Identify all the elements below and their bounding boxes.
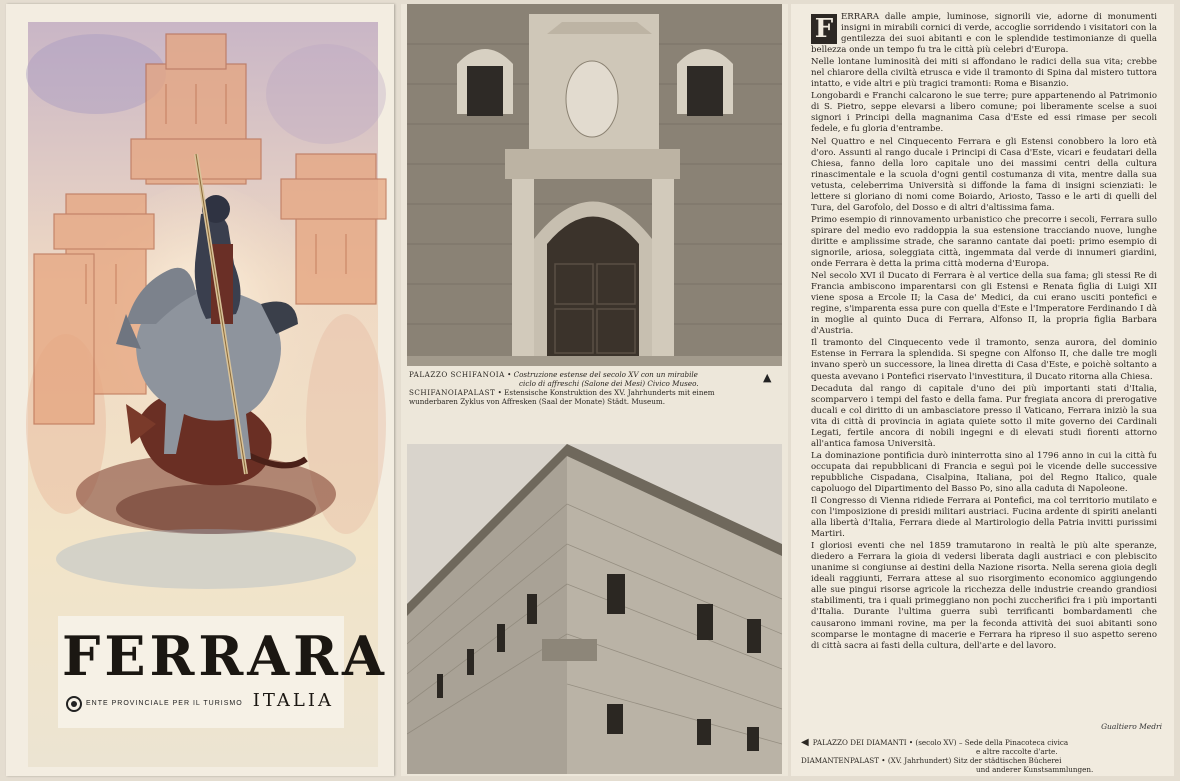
caption-schifanoia: PALAZZO SCHIFANOIA • Costruzione estense del secolo XV con un mirabile ciclo di affreschi (Salone dei Mesi) Civico Museo. SCHIFANOIAPALAST • Estensische Konstruktion des XV. Jahrhunderts mit einem wunderbaren Zyklus von Affresken (Saal der Monate) Städt. Museum. <box>409 370 781 406</box>
caption-diamanti-name-it: PALAZZO DEI DIAMANTI <box>812 738 907 747</box>
cover-title-block <box>58 616 388 728</box>
article-paragraph-7: Il tramonto del Cinquecento vede il tramonto, senza aurora, del dominio Estense in Ferrara la splendida. Si spegne con Alfonso II, che dalle tre mogli invano sperò un successore, la linea diretta di Casa d'Este, e poichè soltanto a questa avevano i Pontefici riservato l'investitura, il Ducato ritorna alla Chiesa. <box>811 338 1157 382</box>
article-paragraph-11: I gloriosi eventi che nel 1859 tramutarono in realtà le più alte speranze, diedero a Ferrara la gioia di vedersi liberata dagli austriaci e con plebiscito unanime si congiunse ai destini della Nazione risorta. Nella serena gioia degli ideali raggiunti, Ferrara attese al suo risorgimento economico aggiungendo alle sue pingui risorse agricole la ricchezza delle industrie creando grandiosi stabilimenti, tra i quali primeggiano non pochi zuccherifici fra i più importanti d'Italia. Durante l'ultima guerra subì terrificanti bombardamenti che causarono immani rovine, ma per la feconda attività dei suoi abitanti sono scomparse le montagne di macerie e Ferrara ha ripreso il suo aspetto sereno di città sacra ai fasti della cultura, dell'arte e del lavoro. <box>811 541 1157 651</box>
article-body <box>811 12 1157 653</box>
tourism-board-emblem-icon <box>66 696 82 712</box>
article-paragraph-8: Decaduta dal rango di capitale d'uno dei più importanti stati d'Italia, scomparvero i tempi del fasto e della fama. Pur fregiata ancora di prerogative ducali e col diritto di un ambasciatore presso il Vaticano, Ferrara iniziò la sua vita di città di provincia in agiata quiete sotto il mite governo dei Cardinali Legati, fertile ancora di nobili ingegni e di elevati studi fiorenti attorno all'antica famosa Università. <box>811 383 1157 449</box>
photo-panel <box>401 4 788 776</box>
article-paragraph-1-text: ERRARA dalle ampie, luminose, signorili vie, adorne di monumenti insigni in mirabili cornici di verde, accoglie sorridendo i visitatori con la gentilezza dei suoi abitanti e con le splendide testimonianze di quella bellezza onde un tempo fu tra le città più celebri d'Europa. <box>811 12 1157 56</box>
history-text-panel <box>791 4 1174 776</box>
article-paragraph-4: Nel Quattro e nel Cinquecento Ferrara e gli Estensi conobbero la loro età d'oro. Assunti al rango ducale i Principi di Casa d'Este, vicari e feudatari della Chiesa, fanno della loro capitale uno dei massimi centri della cultura rinascimentale e la scuola d'ogni gentil costumanza di vita, mentre dalla sua vetusta, celeberrima Università si diffonde la fama di insigni scienziati: le lettere si gloriano di nomi come Boiardo, Ariosto, Tasso e le arti di quelli del Tura, del Garofolo, del Dosso e di altri d'altissima fama. <box>811 136 1157 213</box>
photo-palazzo-schifanoia <box>407 4 782 366</box>
caption-diamanti: ◀ PALAZZO DEI DIAMANTI • (secolo XV) – Sede della Pinacoteca civica e altre raccolte d'arte. DIAMANTENPALAST • (XV. Jahrhundert) Sitz der städtischen Bücherei und anderer Kunstsammlungen. <box>801 738 1169 774</box>
author-signature: Gualtiero Medri <box>1101 722 1162 731</box>
palazzo-schifanoia-photo <box>407 4 782 366</box>
caption-diamanti-text-de-1: (XV. Jahrhundert) Sitz der städtischen Bücherei <box>887 756 1062 765</box>
article-paragraph-5: Primo esempio di rinnovamento urbanistico che precorre i secoli, Ferrara sullo spirare del medio evo raddoppia la sua estensione tracciando nuove, lunghe diritte e amplissime strade, che saranno cantate dai poeti: primo esempio di signorile, ariosa, soleggiata città, ingemmata dal verde di innumeri giardini, onde Ferrara è detta la prima città moderna d'Europa. <box>811 214 1157 270</box>
article-paragraph-6: Nel secolo XVI il Ducato di Ferrara è al vertice della sua fama; gli stessi Re di Francia ambiscono imparentarsi con gli Estensi e Renata figlia di Luigi XII viene sposa a Ercole II; la Casa de' Medici, da cui erano usciti pontefici e regine, s'imparenta essa pure con quella d'Este e l'Imperatore Ferdinando I dà in moglie al quinto Duca di Ferrara, Alfonso II, la propria figlia Barbara d'Austria. <box>811 271 1157 337</box>
arrow-up-icon: ▲ <box>763 371 772 384</box>
caption-schifanoia-name-de: SCHIFANOIAPALAST <box>409 388 496 397</box>
cover-panel <box>6 4 394 776</box>
cover-title: FERRARA <box>62 624 388 688</box>
caption-diamanti-text-it-2: e altre raccolte d'arte. <box>976 747 1058 756</box>
article-paragraph-3: Longobardi e Franchi calcarono le sue terre; pure appartenendo al Patrimonio di S. Pietro, seppe elevarsi a libero comune; poi liberamente scelse a suoi signori i Principi della magnanima Casa d'Este ed essi rimase per secoli fedele, e fu gloria d'entrambe. <box>811 91 1157 135</box>
caption-diamanti-text-it-1: Sede della Pinacoteca civica <box>964 738 1069 747</box>
article-paragraph-1 <box>811 12 1157 56</box>
palazzo-dei-diamanti-photo <box>407 444 782 774</box>
photo-palazzo-dei-diamanti <box>407 444 782 774</box>
caption-schifanoia-text-de-2: wunderbaren Zyklus von Affresken (Saal der Monate) Städt. Museum. <box>409 397 665 406</box>
cover-agency: ENTE PROVINCIALE PER IL TURISMO <box>86 700 243 707</box>
article-paragraph-10: Il Congresso di Vienna ridiede Ferrara ai Pontefici, ma col territorio mutilato e con l'imposizione di presidi militari austriaci. Fucina ardente di spiriti anelanti alla libertà d'Italia, Ferrara diede al Martirologio della Patria invitti purissimi Martiri. <box>811 496 1157 540</box>
caption-schifanoia-text-it-2: ciclo di affreschi (Salone dei Mesi) Civico Museo. <box>519 379 699 388</box>
cover-country: ITALIA <box>252 690 334 711</box>
caption-schifanoia-name-it: PALAZZO SCHIFANOIA <box>409 370 505 379</box>
dropcap-letter: F <box>811 14 837 44</box>
article-paragraph-9: La dominazione pontificia durò ininterrotta sino al 1796 anno in cui la città fu occupata dai repubblicani di Francia e seguì poi le vicende delle successive repubbliche Cispadana, Cisalpina, Italiana, poi del Regno Italico, quale capoluogo del Dipartimento del Basso Po, sino alla caduta di Napoleone. <box>811 450 1157 494</box>
caption-diamanti-text-de-2: und anderer Kunstsammlungen. <box>976 765 1094 774</box>
caption-schifanoia-text-it-1: Costruzione estense del secolo XV con un mirabile <box>513 370 698 379</box>
article-paragraph-2: Nelle lontane luminosità dei miti si affondano le radici della sua vita; crebbe nel chiarore della civiltà etrusca e vide il tramonto di Spina dal mistero tuttora intatto, e vide altri e più tragici tramonti: Roma e Bisanzio. <box>811 57 1157 90</box>
arrow-left-icon: ◀ <box>801 737 809 748</box>
caption-diamanti-century-it: (secolo XV) <box>915 738 957 747</box>
caption-schifanoia-text-de-1: Estensische Konstruktion des XV. Jahrhunderts mit einem <box>504 388 715 397</box>
caption-diamanti-name-de: DIAMANTENPALAST <box>801 756 880 765</box>
